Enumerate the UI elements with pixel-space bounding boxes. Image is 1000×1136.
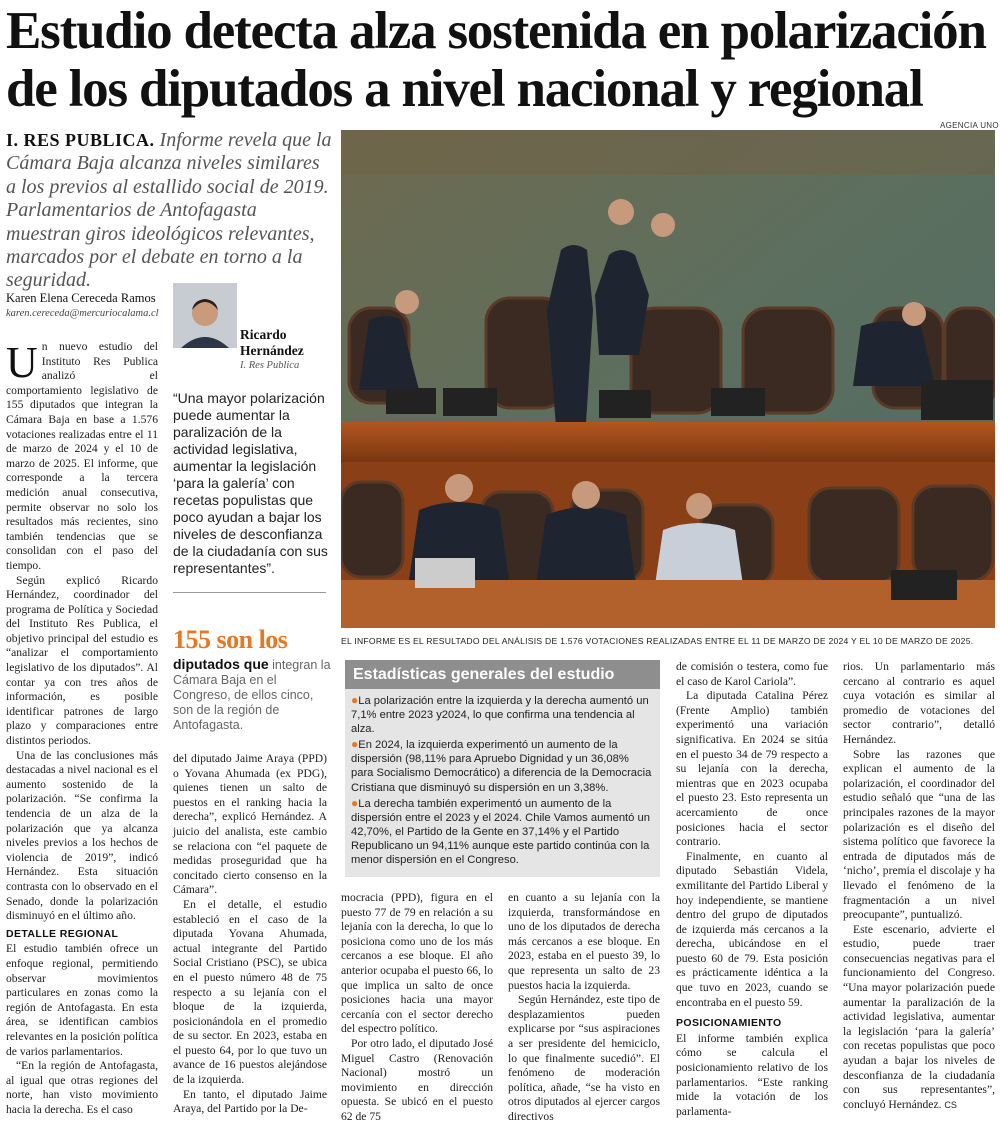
end-mark: CS xyxy=(944,1099,957,1110)
body-column-2 xyxy=(173,752,327,1117)
bullet-icon: ● xyxy=(351,795,359,810)
stat-rest: integran la Cámara Baja en el Congreso, de ellos cinco, son de la región de Antofagasta. xyxy=(173,658,331,732)
bullet-icon: ● xyxy=(351,737,359,752)
body-column-1 xyxy=(6,340,158,1117)
stats-box-title: Estadísticas generales del estudio xyxy=(345,660,660,689)
profile-portrait xyxy=(173,283,237,348)
body-column-3 xyxy=(341,891,493,1125)
paragraph: de comisión o testera, como fue el caso de Karol Cariola”. xyxy=(676,660,828,688)
lede-text: Informe revela que la Cámara Baja alcanza niveles similares a los previos al estallido social de 2019. Parlamentarios de Antofagasta muestran giros ideológicos relevantes, marcados por el debate en torno a la seguridad. xyxy=(6,129,332,292)
stat-big: 155 son los xyxy=(173,625,288,654)
paragraph: Según Hernández, este tipo de desplazamientos pueden explicarse por “sus aspiraciones a ser presidente del hemiciclo, lo que finalmente sucedió”. El fenómeno de moderación política, añade, “se ha visto en otros diputados al ejercer cargos directivos xyxy=(508,993,660,1123)
paragraph xyxy=(843,923,995,1113)
chamber-photo-illustration xyxy=(341,130,995,628)
chamber-photo xyxy=(341,130,995,628)
byline-email[interactable]: karen.cereceda@mercuriocalama.cl xyxy=(6,308,159,319)
bullet-icon: ● xyxy=(351,693,359,707)
paragraph: rios. Un parlamentario más cercano al contrario es aquel cuya votación es similar al promedio de votaciones del sector contrario”, detalló Hernández. xyxy=(843,660,995,746)
stats-item-text: La derecha también experimentó un aumento de la dispersión entre el 2023 y el 2024. Chile Vamos aumentó un 42,70%, el Partido de la Gente en 37,14% y el Partido Republicano un 94,11% aunque este partido continúa con la menor dispersión en el Congreso. xyxy=(351,797,650,867)
photo-credit: AGENCIA UNO xyxy=(940,121,999,130)
paragraph: Una de las conclusiones más destacadas a nivel nacional es el aumento sostenido de la polarización. “Se confirma la tendencia de un alza de la polarización que ya alcanza niveles previos a los hechos de violencia de 2019”, indicó Hernández. Esta situación contrasta con lo observado en el Senado, donde la polarización disminuyó en el último año. xyxy=(6,748,158,923)
paragraph: mocracia (PPD), figura en el puesto 77 de 79 en relación a su lejanía con la derecha, lo que lo posiciona como uno de los más cercanos a ese bloque. El año anterior ocupaba el puesto 66, lo que implica un salto de once posiciones hacia una mayor cercanía con el sector derecho del espectro político. xyxy=(341,891,493,1036)
pull-quote: “Una mayor polarización puede aumentar la paralización de la actividad legislativa, aumentar la legislación ‘para la galería’ con recetas populistas que poco ayudan a bajar los niveles de desconfianza de la ciudadanía con sus representantes”. xyxy=(173,390,328,576)
paragraph: en cuanto a su lejanía con la izquierda, transformándose en uno de los diputados de derecha más cercanos a ese bloque. En 2023, estaba en el puesto 39, lo que representa un salto de 23 puestos hacia la izquierda. xyxy=(508,891,660,992)
paragraph: Por otro lado, el diputado José Miguel Castro (Renovación Nacional) mostró un movimiento en dirección opuesta. Se ubicó en el puesto 62 de 75 xyxy=(341,1036,493,1123)
body-column-6 xyxy=(843,660,995,1112)
paragraph: Según explicó Ricardo Hernández, coordinador del programa de Política y Sociedad del Instituto Res Publica, el objetivo principal del estudio es “analizar el comportamiento legislativo de los diputados”. Al contar ya con tres años de información, es posible identificar patrones de largo plazo y comparaciones entre distintos periodos. xyxy=(6,573,158,748)
stats-item xyxy=(351,737,654,794)
paragraph-text: Este escenario, advierte el estudio, puede traer consecuencias negativas para el funcionamiento del Congreso. “Una mayor polarización puede aumentar la paralización de la actividad legislativa, aumentar la legislación ‘para la galería’ con recetas populistas que poco ayudan a bajar los niveles de desconfianza de la ciudadanía con sus representantes”, concluyó Hernández. xyxy=(843,922,995,1111)
paragraph: En el detalle, el estudio estableció en el caso de la diputada Yovana Ahumada, actual integrante del Partido Social Cristiano (PSC), se ubica en el puesto número 48 de 75 respecto a su lejanía con el bloque de la izquierda, posicionándola en el promedio de su sector. En 2023, estaba en el puesto 64, por lo que tuvo un avance de 16 puestos alejándose de la izquierda. xyxy=(173,897,327,1087)
paragraph: del diputado Jaime Araya (PPD) o Yovana Ahumada (ex PDG), quienes tienen un salto de puestos en el ranking hacia la derecha”, explicó Hernández. A juicio del analista, este cambio se relaciona con “el paquete de medidas proseguridad que ha concitado cierto consenso en la Cámara”. xyxy=(173,752,327,897)
stats-box-list xyxy=(345,689,660,867)
paragraph: Sobre las razones que explican el aumento de la polarización, el coordinador del estudio señaló que “una de las principales razones de la mayor polarización es el diseño del sistema político que favorece la entrada de diputados más de ‘nicho’, premia el discolaje y ha llevado el fenómeno de la fragmentación a un nivel preocupante”, puntualizó. xyxy=(843,747,995,922)
stats-item-text: La polarización entre la izquierda y la derecha aumentó un 7,1% entre 2023 y2024, lo que confirma una tendencia al alza. xyxy=(351,695,649,736)
paragraph xyxy=(6,340,158,574)
subheading-regional: DETALLE REGIONAL xyxy=(6,927,119,940)
paragraph: “En la región de Antofagasta, al igual que otras regiones del norte, han visto movimiento hacia la derecha. Es el caso xyxy=(6,1059,158,1116)
paragraph: La diputada Catalina Pérez (Frente Amplio) también experimentó una variación significativa. En 2024 se sitúa en el puesto 34 de 79 respecto a su lejanía con la derecha, mientras que en 2023 ocupaba el puesto 23. Esto representa un acercamiento de once posiciones hacia el sector contrario. xyxy=(676,689,828,849)
paragraph: El informe también explica cómo se calcula el posicionamiento relativo de los parlamentarios. “Este ranking mide la votación de los parlamenta- xyxy=(676,1031,828,1118)
portrait-illustration xyxy=(173,283,237,348)
stats-item xyxy=(351,693,654,736)
paragraph: El estudio también ofrece un enfoque regional, permitiendo observar movimientos particulares en zonas como la región de Antofagasta. En esta área, se identifican cambios relevantes en la posición política de varios parlamentarios. xyxy=(6,942,158,1058)
subheading-positioning: POSICIONAMIENTO xyxy=(676,1017,782,1030)
lede-kicker: I. RES PUBLICA. xyxy=(6,130,155,150)
headline: Estudio detecta alza sostenida en polarización de los diputados a nivel nacional y regional xyxy=(6,2,986,118)
body-column-4 xyxy=(508,891,660,1125)
drop-cap: U xyxy=(6,338,38,387)
lede xyxy=(6,129,332,293)
stat-text xyxy=(173,657,331,733)
stat-bold: diputados que xyxy=(173,656,269,672)
paragraph: En tanto, el diputado Jaime Araya, del Partido por la De- xyxy=(173,1087,327,1116)
profile-role: I. Res Publica xyxy=(240,360,300,371)
byline-author: Karen Elena Cereceda Ramos xyxy=(6,291,156,305)
stats-item-text: En 2024, la izquierda experimentó un aumento de la dispersión (98,11% para Apruebo Dignidad y un 36,08% para Socialismo Democrático) a diferencia de la Democracia Cristiana que disminuyó su dispersión en un 3,38%. xyxy=(351,739,652,794)
paragraph-text: n nuevo estudio del Instituto Res Publica analizó el comportamiento legislativo de 155 diputados que integran la Cámara Baja en base a 1.576 votaciones realizadas entre el 11 de marzo de 2024 y el 10 de marzo de 2025. El informe, que corresponde a la tercera medición anual consecutiva, permite observar no solo los resultados más recientes, sino también tendencias que se consolidan con el paso del tiempo. xyxy=(6,340,158,572)
body-column-5 xyxy=(676,660,828,1119)
divider xyxy=(173,592,326,593)
stats-box xyxy=(345,660,660,877)
paragraph: Finalmente, en cuanto al diputado Sebastián Videla, exmilitante del Partido Liberal y hoy independiente, se mantiene dentro del grupo de diputados de izquierda más cercanos a la derecha, ubicándose en el puesto 60 de 79. Esta posición es prácticamente idéntica a la que tuvo en 2023, cuando se encontraba en el puesto 59. xyxy=(676,849,828,1009)
photo-caption: EL INFORME ES EL RESULTADO DEL ANÁLISIS DE 1.576 VOTACIONES REALIZADAS ENTRE EL 11 DE MARZO DE 2024 Y EL 10 DE MARZO DE 2025. xyxy=(341,636,974,646)
stats-item xyxy=(351,796,654,867)
profile-name: Ricardo Hernández xyxy=(240,327,304,358)
